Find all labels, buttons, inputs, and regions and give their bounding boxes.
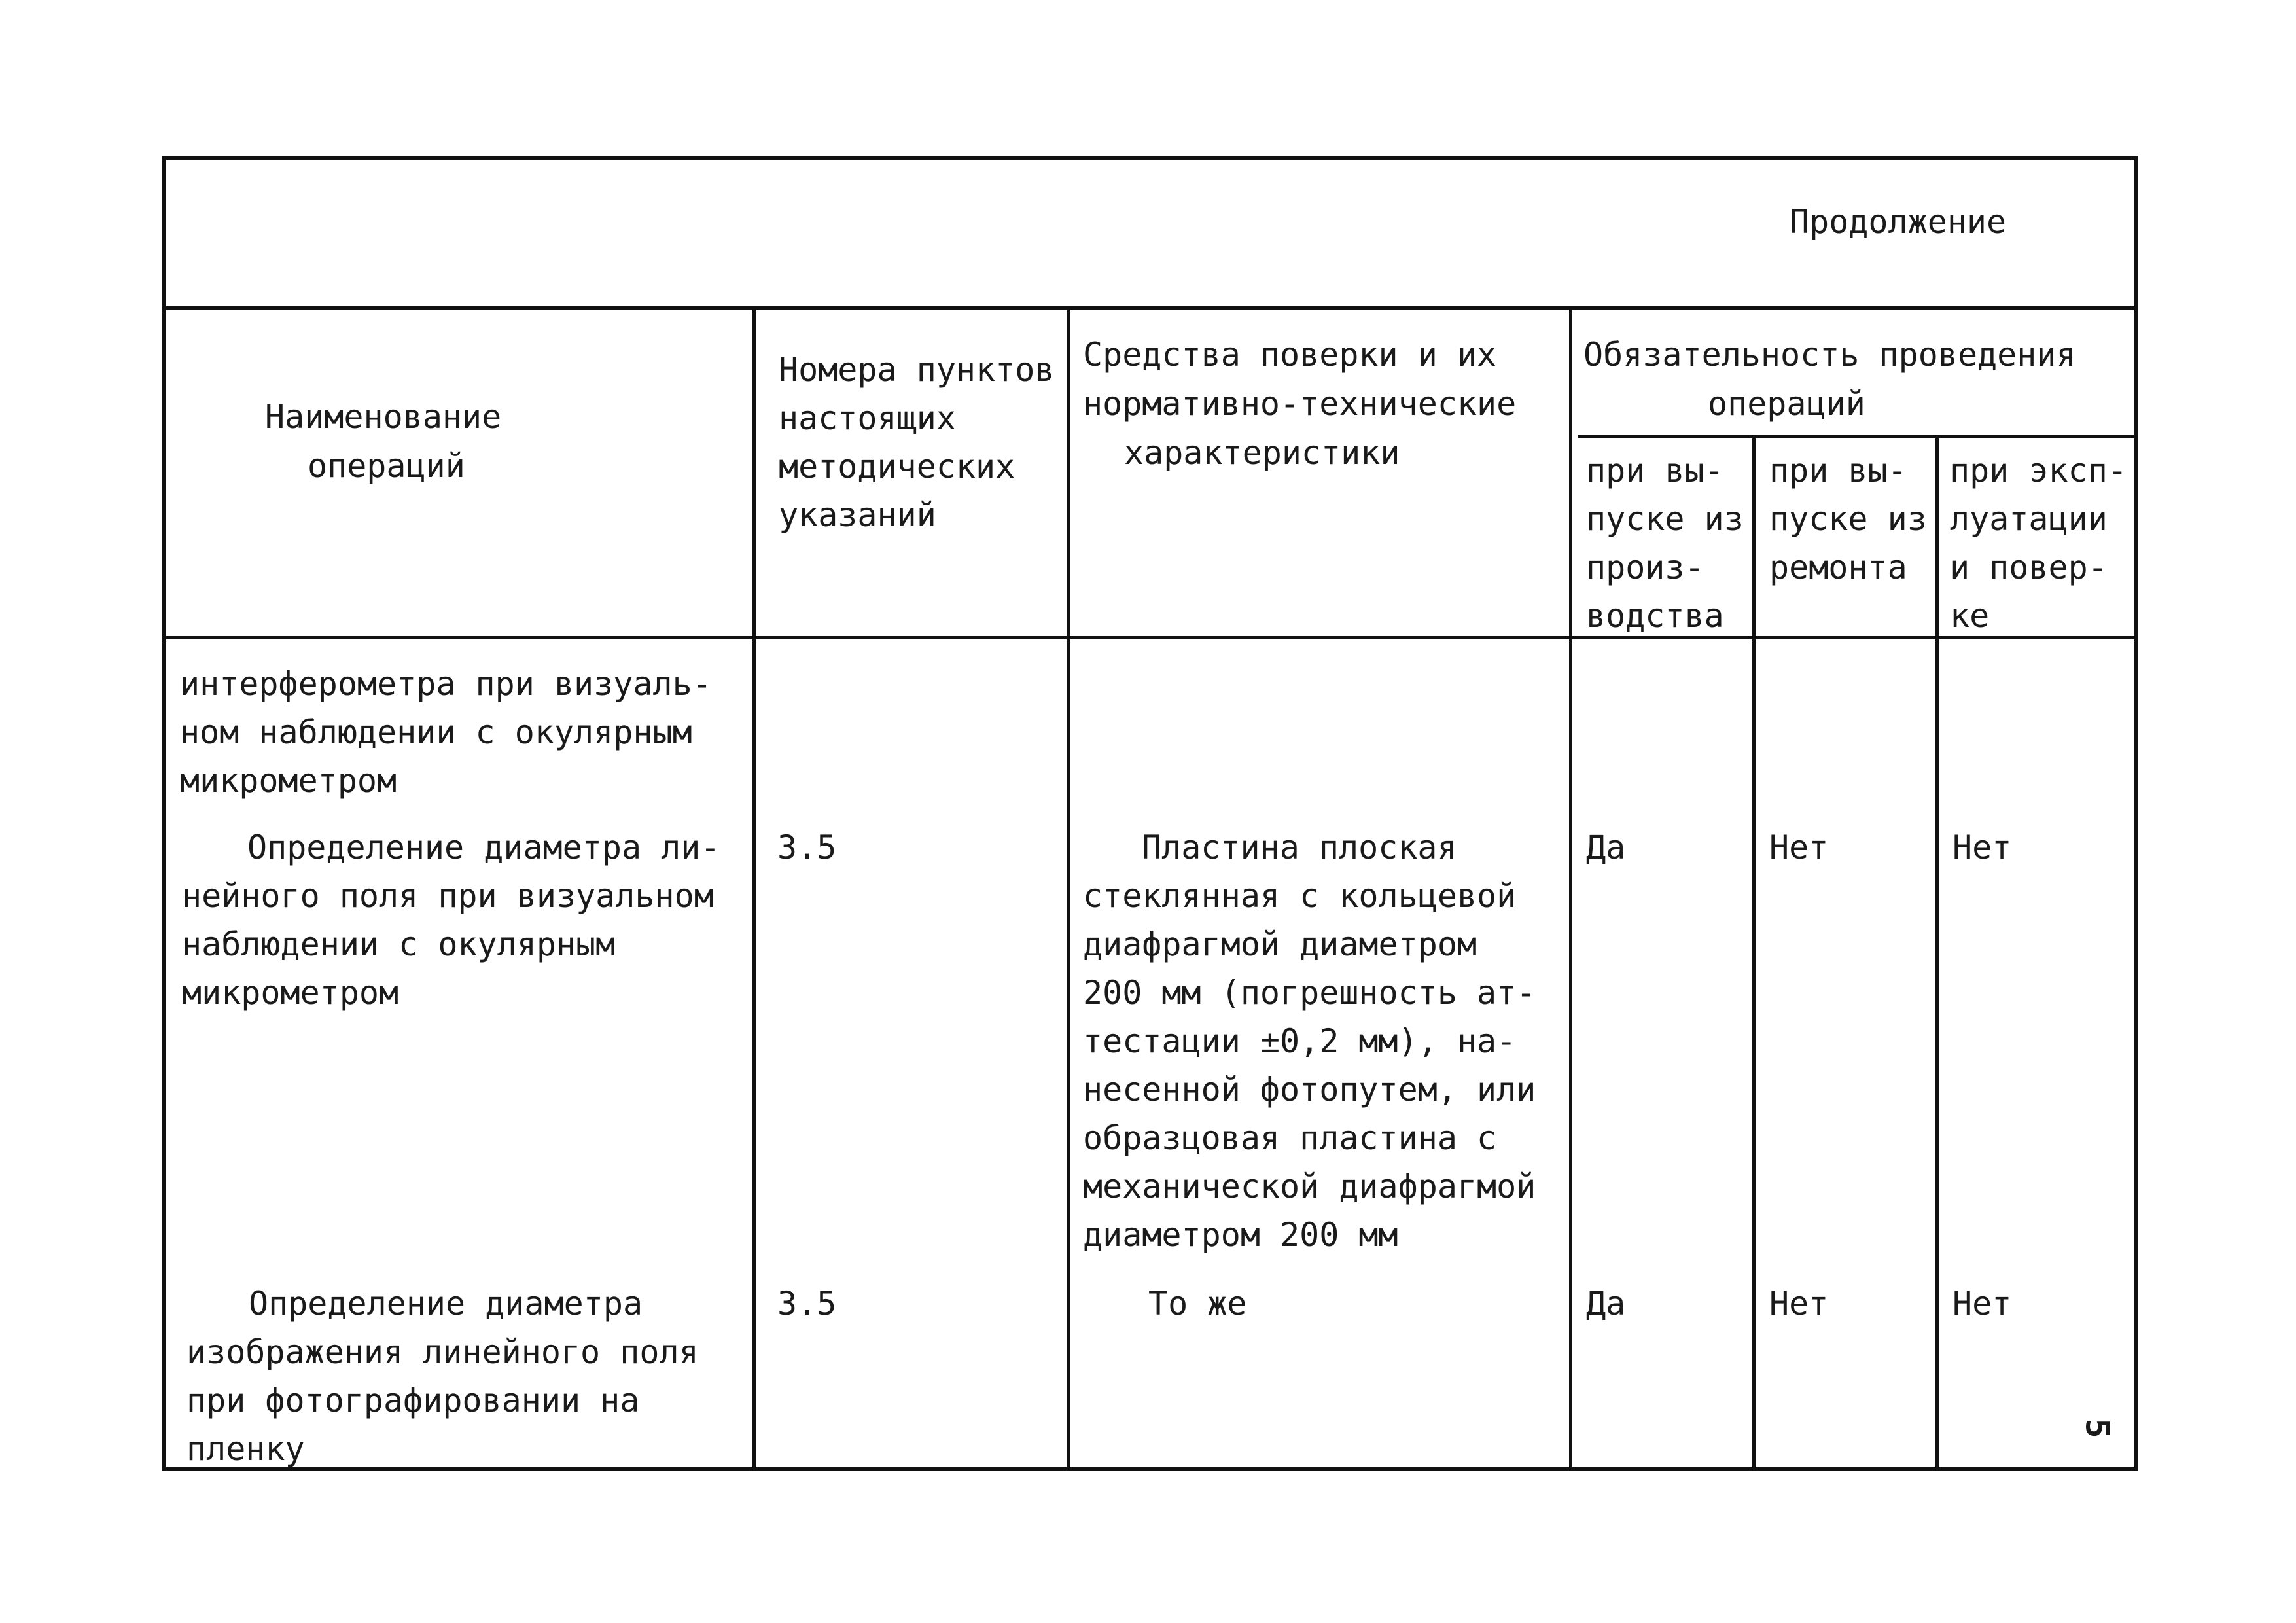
- page-number: 5: [2078, 1418, 2117, 1438]
- col-divider-3: [1569, 308, 1572, 1469]
- row2-repair: Нет: [1769, 1285, 1829, 1323]
- subheader-production-line-1: при вы-: [1586, 452, 1724, 490]
- row2-operation: Нет: [1952, 1285, 2012, 1323]
- subheader-production-line-4: водства: [1586, 597, 1724, 635]
- header-items-line-2: настоящих: [779, 399, 956, 437]
- row2-name-line-2: изображения линейного поля: [186, 1333, 699, 1371]
- header-obligation-line-1: Обязательность проведения: [1583, 336, 2076, 374]
- header-items-line-4: указаний: [779, 496, 936, 534]
- subheader-operation-line-2: луатации: [1950, 500, 2108, 538]
- row2-name-line-1: Определение диаметра: [249, 1285, 643, 1323]
- header-items-line-1: Номера пунктов: [779, 351, 1055, 389]
- subheader-operation-line-4: ке: [1950, 597, 1990, 635]
- row1-means-line-2: стеклянная с кольцевой: [1083, 877, 1517, 915]
- header-name-line-1: Наименование: [265, 398, 502, 436]
- subheader-operation-line-3: и повер-: [1950, 548, 2108, 586]
- row1-means-line-3: диафрагмой диаметром: [1083, 925, 1477, 963]
- row1-name-line-3: наблюдении с окулярным: [182, 925, 616, 963]
- header-name-line-2: операций: [308, 447, 465, 485]
- col-divider-5: [1935, 437, 1939, 1469]
- row2-means-line-1: То же: [1148, 1285, 1247, 1323]
- row0-name-line-1: интерферометра при визуаль-: [180, 665, 712, 703]
- row0-name-line-3: микрометром: [180, 762, 397, 800]
- subheader-repair-line-2: пуске из: [1769, 500, 1927, 538]
- row1-name-line-4: микрометром: [182, 974, 399, 1012]
- header-obligation-line-2: операций: [1708, 385, 1865, 423]
- row1-production: Да: [1586, 829, 1626, 866]
- col-divider-4: [1752, 437, 1756, 1469]
- row0-name-line-2: ном наблюдении с окулярным: [180, 713, 692, 751]
- row1-item: 3.5: [777, 829, 837, 866]
- header-bottom-rule: [166, 636, 2134, 639]
- row1-name-line-2: нейного поля при визуальном: [182, 877, 714, 915]
- header-top-rule: [166, 306, 2134, 310]
- header-means-line-2: нормативно-технические: [1083, 385, 1517, 423]
- subheader-production-line-3: произ-: [1586, 548, 1704, 586]
- row1-means-line-5: тестации ±0,2 мм), на-: [1083, 1022, 1517, 1060]
- row1-name-line-1: Определение диаметра ли-: [247, 829, 720, 866]
- row1-means-line-1: Пластина плоская: [1142, 829, 1457, 866]
- subheader-repair-line-1: при вы-: [1769, 452, 1907, 490]
- header-items-line-3: методических: [779, 448, 1016, 486]
- subheader-production-line-2: пуске из: [1586, 500, 1744, 538]
- row1-means-line-4: 200 мм (погрешность ат-: [1083, 974, 1536, 1012]
- row1-means-line-7: образцовая пластина с: [1083, 1119, 1497, 1157]
- col-divider-1: [752, 308, 756, 1469]
- row2-name-line-3: при фотографировании на: [186, 1382, 640, 1419]
- row2-production: Да: [1586, 1285, 1626, 1323]
- row1-operation: Нет: [1952, 829, 2012, 866]
- header-means-line-3: характеристики: [1124, 434, 1400, 472]
- row2-name-line-4: пленку: [186, 1430, 305, 1468]
- subheader-operation-line-1: при эксп-: [1950, 452, 2127, 490]
- col-divider-2: [1067, 308, 1070, 1469]
- row1-repair: Нет: [1769, 829, 1829, 866]
- row1-means-line-6: несенной фотопутем, или: [1083, 1071, 1536, 1109]
- subheader-repair-line-3: ремонта: [1769, 548, 1907, 586]
- row1-means-line-8: механической диафрагмой: [1083, 1168, 1536, 1205]
- row1-means-line-9: диаметром 200 мм: [1083, 1216, 1398, 1254]
- continuation-label: Продолжение: [1790, 203, 2007, 241]
- row2-item: 3.5: [777, 1285, 837, 1323]
- header-means-line-1: Средства поверки и их: [1083, 336, 1497, 374]
- obligation-divider-rule: [1578, 435, 2134, 438]
